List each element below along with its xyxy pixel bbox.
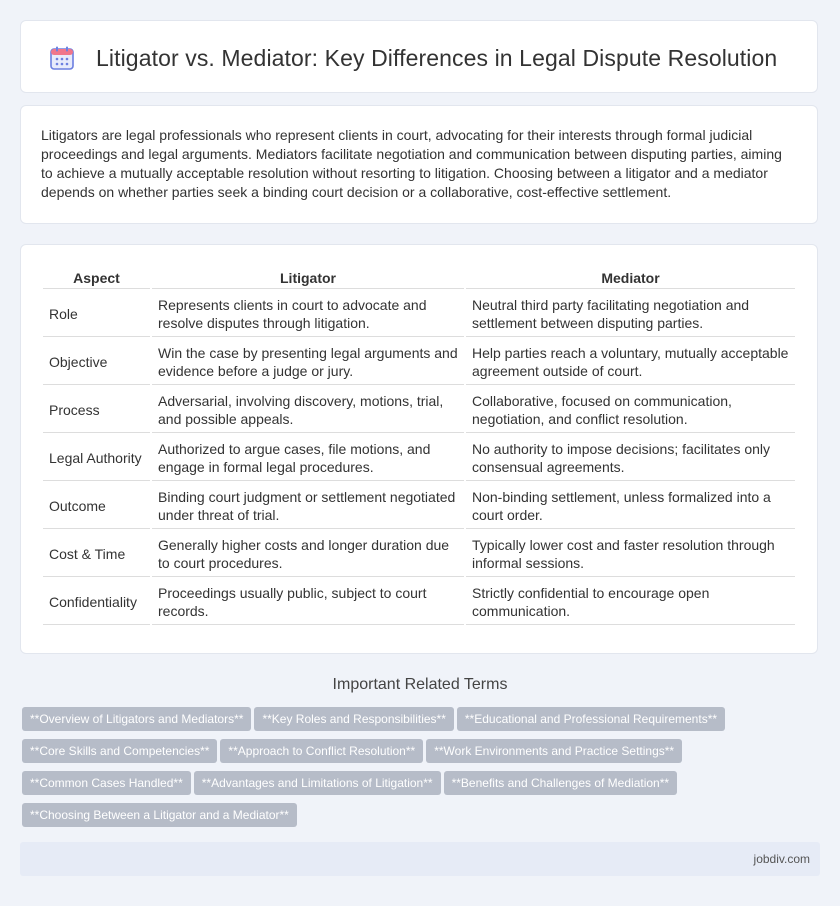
header-mediator: Mediator — [466, 267, 795, 289]
litigator-cell: Authorized to argue cases, file motions, and engage in formal legal procedures. — [152, 435, 464, 481]
calendar-icon — [49, 45, 75, 71]
related-term-tag[interactable]: **Educational and Professional Requirements** — [457, 707, 725, 731]
related-term-tag[interactable]: **Work Environments and Practice Settings** — [426, 739, 682, 763]
aspect-cell: Confidentiality — [43, 579, 150, 625]
mediator-cell: No authority to impose decisions; facilitates only consensual agreements. — [466, 435, 795, 481]
mediator-cell: Non-binding settlement, unless formalized into a court order. — [466, 483, 795, 529]
comparison-table — [41, 265, 797, 627]
related-term-tag[interactable]: **Common Cases Handled** — [22, 771, 191, 795]
mediator-cell: Neutral third party facilitating negotiation and settlement between disputing parties. — [466, 291, 795, 337]
mediator-cell: Strictly confidential to encourage open communication. — [466, 579, 795, 625]
footer — [20, 842, 820, 876]
related-term-tag[interactable]: **Approach to Conflict Resolution** — [220, 739, 423, 763]
mediator-cell: Help parties reach a voluntary, mutually acceptable agreement outside of court. — [466, 339, 795, 385]
header-aspect: Aspect — [43, 267, 150, 289]
table-row — [43, 387, 795, 433]
header-litigator: Litigator — [152, 267, 464, 289]
related-term-tag[interactable]: **Core Skills and Competencies** — [22, 739, 217, 763]
aspect-cell: Objective — [43, 339, 150, 385]
page-title: Litigator vs. Mediator: Key Differences in Legal Dispute Resolution — [96, 45, 778, 71]
litigator-cell: Binding court judgment or settlement negotiated under threat of trial. — [152, 483, 464, 529]
aspect-cell: Legal Authority — [43, 435, 150, 481]
related-term-tag[interactable]: **Benefits and Challenges of Mediation** — [444, 771, 677, 795]
aspect-cell: Process — [43, 387, 150, 433]
table-row — [43, 579, 795, 625]
aspect-cell: Outcome — [43, 483, 150, 529]
title-card — [20, 20, 818, 93]
related-terms-heading: Important Related Terms — [332, 676, 508, 693]
mediator-cell: Collaborative, focused on communication, negotiation, and conflict resolution. — [466, 387, 795, 433]
table-row — [43, 291, 795, 337]
litigator-cell: Represents clients in court to advocate and resolve disputes through litigation. — [152, 291, 464, 337]
aspect-cell: Cost & Time — [43, 531, 150, 577]
table-row — [43, 531, 795, 577]
related-term-tag[interactable]: **Key Roles and Responsibilities** — [254, 707, 453, 731]
related-terms-list — [22, 707, 812, 835]
litigator-cell: Generally higher costs and longer duration due to court procedures. — [152, 531, 464, 577]
aspect-cell: Role — [43, 291, 150, 337]
comparison-card — [20, 244, 818, 654]
table-row — [43, 339, 795, 385]
mediator-cell: Typically lower cost and faster resolution through informal sessions. — [466, 531, 795, 577]
litigator-cell: Win the case by presenting legal arguments and evidence before a judge or jury. — [152, 339, 464, 385]
table-row — [43, 483, 795, 529]
related-term-tag[interactable]: **Advantages and Limitations of Litigation** — [194, 771, 441, 795]
footer-site-link[interactable]: jobdiv.com — [753, 852, 810, 866]
litigator-cell: Adversarial, involving discovery, motions, trial, and possible appeals. — [152, 387, 464, 433]
table-header-row — [43, 267, 795, 289]
related-term-tag[interactable]: **Overview of Litigators and Mediators** — [22, 707, 251, 731]
related-term-tag[interactable]: **Choosing Between a Litigator and a Mediator** — [22, 803, 297, 827]
litigator-cell: Proceedings usually public, subject to court records. — [152, 579, 464, 625]
intro-paragraph: Litigators are legal professionals who represent clients in court, advocating for their interests through formal judicial proceedings and legal arguments. Mediators facilitate negotiation and communication between disputing parties, aiming to achieve a mutually acceptable resolution without resorting to litigation. Choosing between a litigator and a mediator depends on whether parties seek a binding court decision or a collaborative, cost-effective settlement. — [41, 127, 782, 200]
table-row — [43, 435, 795, 481]
intro-card — [20, 105, 818, 224]
